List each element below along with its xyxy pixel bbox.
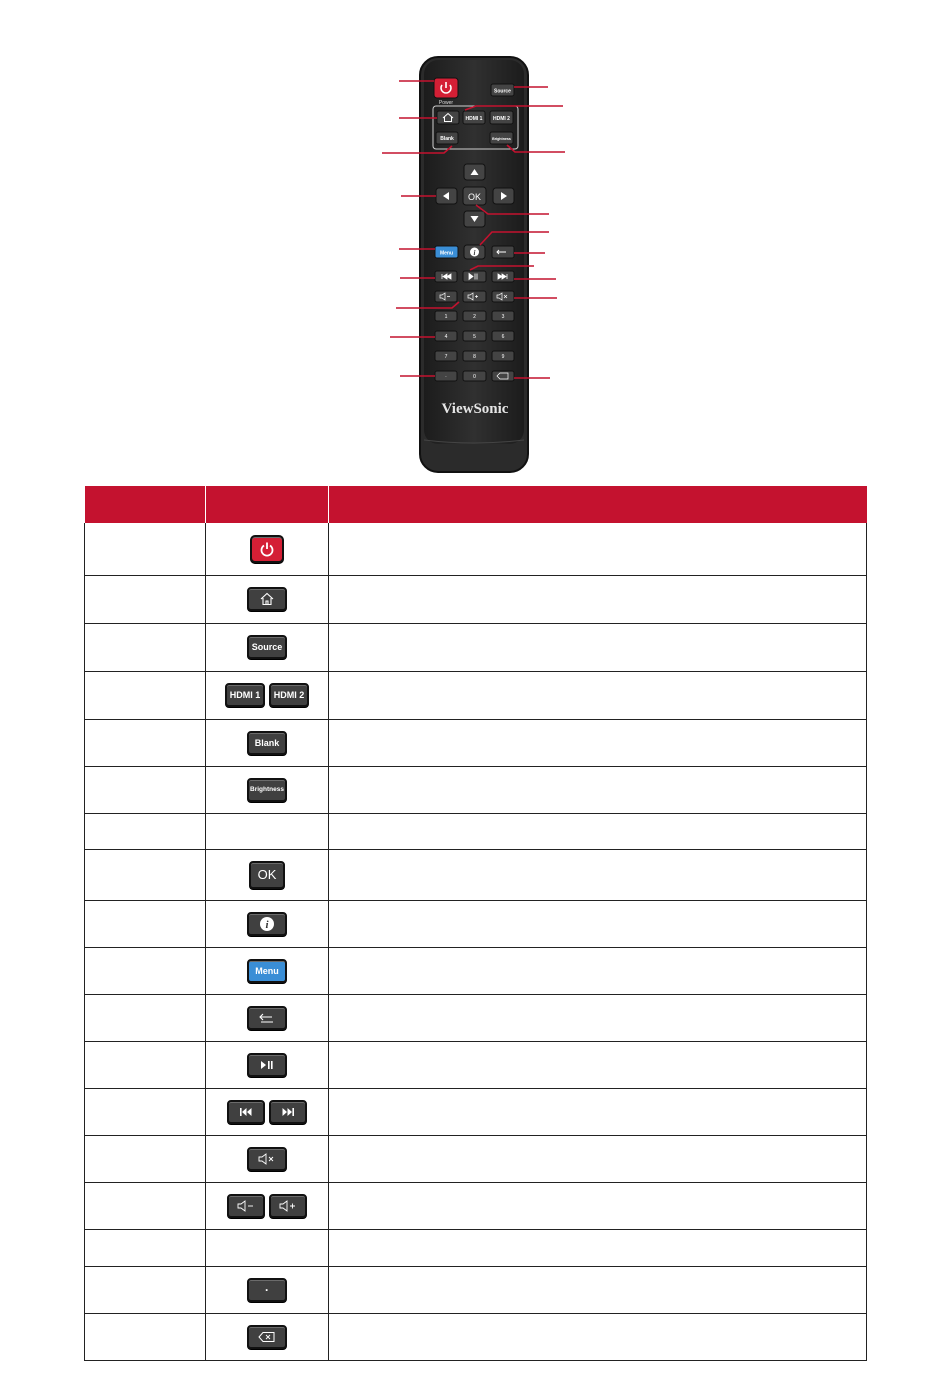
remote-mute-button	[492, 291, 514, 302]
home-icon	[259, 592, 275, 606]
remote-backspace-button	[492, 371, 514, 381]
table-cell-button	[206, 623, 329, 671]
table-cell-description	[329, 1182, 867, 1229]
remote-blank-button	[436, 132, 458, 144]
table-row	[85, 947, 867, 994]
table-cell-button	[206, 813, 329, 849]
mute-button-image	[247, 1147, 287, 1171]
svg-text:i: i	[473, 249, 476, 257]
remote-next-button	[492, 271, 514, 282]
table-cell-description	[329, 766, 867, 813]
table-cell-button	[206, 1182, 329, 1229]
table-cell-button	[206, 947, 329, 994]
table-cell-description	[329, 719, 867, 766]
previous-icon	[238, 1107, 254, 1117]
table-cell-number	[85, 1088, 206, 1135]
remote-brightness-button	[490, 132, 513, 144]
remote-left-button	[436, 188, 457, 204]
table-cell-button	[206, 994, 329, 1041]
table-cell-description	[329, 1135, 867, 1182]
info-icon	[259, 916, 275, 932]
table-cell-number	[85, 1182, 206, 1229]
volume-down-icon	[235, 1199, 257, 1213]
remote-back-button	[492, 246, 514, 258]
hdmi1-button-image: HDMI 1	[225, 683, 265, 707]
info-button-image	[247, 912, 287, 936]
table-cell-description	[329, 1041, 867, 1088]
table-cell-number	[85, 575, 206, 623]
remote-key-6	[492, 331, 514, 341]
table-cell-number	[85, 1229, 206, 1266]
volume-down-button-image	[227, 1194, 265, 1218]
table-cell-button	[206, 1266, 329, 1313]
table-cell-description	[329, 1266, 867, 1313]
remote-key-3	[492, 311, 514, 321]
remote-previous-button	[435, 271, 457, 282]
table-row	[85, 1266, 867, 1313]
table-cell-description	[329, 1229, 867, 1266]
remote-power-button	[434, 78, 458, 98]
table-row	[85, 575, 867, 623]
remote-hdmi1-button	[463, 111, 485, 124]
next-button-image	[269, 1100, 307, 1124]
remote-source-button	[491, 84, 514, 96]
svg-text:OK: OK	[467, 192, 482, 202]
backspace-button-image	[247, 1325, 287, 1349]
home-button-image	[247, 587, 287, 611]
remote-key-4	[435, 331, 457, 341]
table-row	[85, 1313, 867, 1360]
remote-ok-button	[463, 187, 486, 205]
button-reference-table	[84, 486, 867, 1361]
table-cell-description	[329, 900, 867, 947]
table-cell-button	[206, 523, 329, 575]
remote-brand-logo: ViewSonic	[441, 401, 509, 417]
remote-home-button	[437, 111, 459, 124]
previous-button-image	[227, 1100, 265, 1124]
table-cell-number	[85, 623, 206, 671]
backspace-icon	[257, 1331, 277, 1343]
table-header-cell	[329, 486, 867, 523]
back-button-image	[247, 1006, 287, 1030]
table-row	[85, 1229, 867, 1266]
table-cell-number	[85, 671, 206, 719]
table-row	[85, 1135, 867, 1182]
table-row	[85, 1041, 867, 1088]
table-row	[85, 813, 867, 849]
remote-down-button	[464, 211, 485, 227]
table-row	[85, 671, 867, 719]
table-cell-button	[206, 1135, 329, 1182]
remote-control-figure	[0, 0, 950, 480]
table-row	[85, 623, 867, 671]
svg-text:7: 7	[444, 354, 448, 360]
blank-button-image: Blank	[247, 731, 287, 755]
remote-power-caption: Power	[438, 100, 454, 106]
table-cell-number	[85, 813, 206, 849]
table-cell-description	[329, 623, 867, 671]
table-cell-number	[85, 1313, 206, 1360]
table-row	[85, 994, 867, 1041]
power-icon	[259, 541, 275, 557]
brightness-button-image: Brightness	[247, 778, 287, 802]
table-cell-button	[206, 900, 329, 947]
source-button-image: Source	[247, 635, 287, 659]
svg-text:Source: Source	[494, 88, 511, 95]
svg-text:Brightness: Brightness	[492, 137, 511, 141]
back-icon	[257, 1012, 277, 1024]
play-pause-button-image	[247, 1053, 287, 1077]
svg-text:0: 0	[473, 374, 476, 380]
hdmi2-button-image: HDMI 2	[269, 683, 309, 707]
remote-info-button	[464, 245, 485, 259]
svg-text:4: 4	[444, 334, 448, 340]
table-cell-number	[85, 523, 206, 575]
table-cell-description	[329, 523, 867, 575]
svg-text:HDMI 2: HDMI 2	[493, 116, 510, 122]
table-cell-button	[206, 766, 329, 813]
remote-key-9	[492, 351, 514, 361]
table-row	[85, 1088, 867, 1135]
svg-text:3: 3	[501, 314, 505, 320]
svg-text:9: 9	[501, 354, 505, 360]
table-cell-number	[85, 1135, 206, 1182]
svg-text:·: ·	[445, 374, 447, 380]
remote-volume-up-button	[463, 291, 486, 302]
remote-key-7	[435, 351, 457, 361]
table-row	[85, 719, 867, 766]
remote-key-0	[463, 371, 486, 381]
menu-button-image: Menu	[247, 959, 287, 983]
svg-text:8: 8	[473, 354, 476, 360]
ok-button-image: OK	[249, 861, 285, 889]
table-cell-description	[329, 575, 867, 623]
table-cell-description	[329, 994, 867, 1041]
table-row	[85, 523, 867, 575]
svg-text:2: 2	[473, 314, 476, 320]
table-cell-description	[329, 947, 867, 994]
table-cell-number	[85, 849, 206, 900]
table-row	[85, 1182, 867, 1229]
remote-key-8	[463, 351, 486, 361]
table-header-cell	[85, 486, 206, 523]
table-cell-button	[206, 1041, 329, 1088]
table-cell-button	[206, 575, 329, 623]
svg-text:i: i	[265, 918, 269, 931]
table-cell-button	[206, 1088, 329, 1135]
table-cell-description	[329, 813, 867, 849]
power-button-image	[250, 535, 284, 563]
table-cell-button	[206, 1229, 329, 1266]
remote-key-1	[435, 311, 457, 321]
table-cell-number	[85, 900, 206, 947]
table-cell-number	[85, 994, 206, 1041]
table-cell-button	[206, 719, 329, 766]
table-cell-description	[329, 1088, 867, 1135]
next-icon	[280, 1107, 296, 1117]
remote-key-5	[463, 331, 486, 341]
table-cell-button	[206, 849, 329, 900]
table-header-row	[85, 486, 867, 523]
table-row	[85, 849, 867, 900]
table-cell-button	[206, 671, 329, 719]
table-cell-description	[329, 849, 867, 900]
remote-key-2	[463, 311, 486, 321]
remote-menu-button	[435, 246, 458, 258]
table-row	[85, 900, 867, 947]
table-cell-number	[85, 719, 206, 766]
remote-hdmi2-button	[490, 111, 513, 124]
remote-volume-down-button	[435, 291, 457, 302]
dot-button-image: ·	[247, 1278, 287, 1302]
remote-right-button	[493, 188, 514, 204]
svg-text:5: 5	[473, 334, 476, 340]
table-cell-number	[85, 947, 206, 994]
mute-icon	[256, 1152, 278, 1166]
svg-text:HDMI 1: HDMI 1	[465, 116, 483, 122]
table-header-cell	[206, 486, 329, 523]
remote-play-pause-button	[463, 271, 486, 282]
table-cell-description	[329, 1313, 867, 1360]
table-cell-button	[206, 1313, 329, 1360]
remote-up-button	[464, 164, 485, 180]
svg-text:Blank: Blank	[440, 136, 454, 142]
table-cell-number	[85, 766, 206, 813]
table-cell-number	[85, 1266, 206, 1313]
play-pause-icon	[259, 1060, 275, 1070]
volume-up-button-image	[269, 1194, 307, 1218]
svg-text:1: 1	[444, 314, 448, 320]
svg-text:Menu: Menu	[439, 250, 454, 257]
svg-text:6: 6	[501, 334, 505, 340]
remote-key-dot	[435, 371, 457, 381]
table-row	[85, 766, 867, 813]
table-cell-number	[85, 1041, 206, 1088]
table-cell-description	[329, 671, 867, 719]
volume-up-icon	[277, 1199, 299, 1213]
